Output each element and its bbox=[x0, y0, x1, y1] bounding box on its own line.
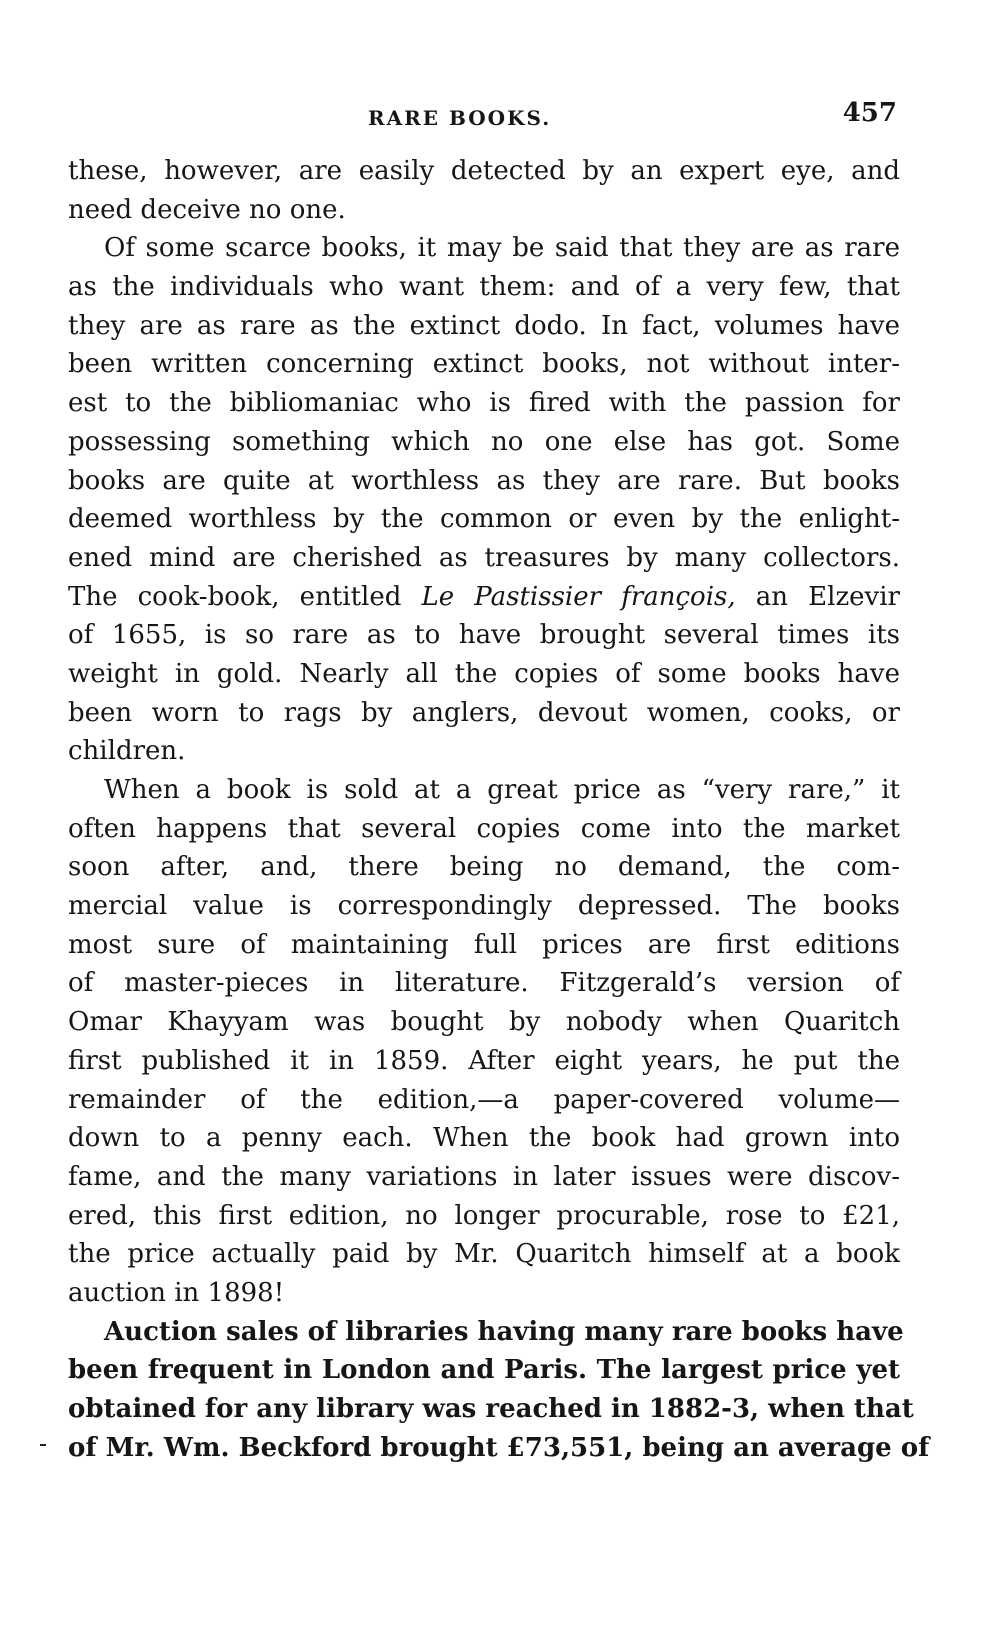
text-line: been frequent in London and Paris. The largest price yet bbox=[68, 1355, 900, 1386]
paragraph-first-line: Auction sales of libraries having many rare books have bbox=[104, 1316, 904, 1347]
text-line: down to a penny each. When the book had grown into bbox=[68, 1123, 900, 1154]
text-line: weight in gold. Nearly all the copies of some books have bbox=[68, 658, 900, 689]
text-line: of Mr. Wm. Beckford brought £73,551, being an average of bbox=[68, 1432, 930, 1463]
text-line: most sure of maintaining full prices are first editions bbox=[68, 929, 900, 960]
text-line: been written concerning extinct books, not without inter- bbox=[68, 349, 900, 380]
running-head: RARE BOOKS. bbox=[368, 106, 552, 130]
text-line: mercial value is correspondingly depressed. The books bbox=[68, 891, 900, 922]
text-line: possessing something which no one else has got. Some bbox=[68, 426, 900, 457]
paragraph-first-line: Of some scarce books, it may be said that they are as rare bbox=[104, 233, 900, 264]
body-text bbox=[68, 152, 930, 1467]
page-header bbox=[68, 92, 900, 128]
text-line: books are quite at worthless as they are rare. But books bbox=[68, 465, 900, 496]
text-line: been worn to rags by anglers, devout women, cooks, or bbox=[68, 697, 900, 728]
text-line: first published it in 1859. After eight years, he put the bbox=[68, 1045, 900, 1076]
line-text-before-title: The cook-book, entitled bbox=[68, 581, 422, 612]
text-line-with-title bbox=[68, 578, 900, 617]
text-line: Omar Khayyam was bought by nobody when Quaritch bbox=[68, 1007, 900, 1038]
text-line: ened mind are cherished as treasures by many collectors. bbox=[68, 542, 900, 573]
text-line: children. bbox=[68, 736, 186, 767]
text-line: deemed worthless by the common or even by the enlight- bbox=[68, 504, 900, 535]
book-title: Le Pastissier françois, bbox=[421, 581, 736, 612]
text-line: of 1655, is so rare as to have brought several times its bbox=[68, 620, 900, 651]
text-line: ered, this first edition, no longer procurable, rose to £21, bbox=[68, 1200, 900, 1231]
line-text-after-title: an Elzevir bbox=[735, 581, 900, 612]
paragraph-first-line: When a book is sold at a great price as “very rare,” it bbox=[104, 775, 900, 805]
text-line: obtained for any library was reached in 1882-3, when that bbox=[68, 1394, 914, 1424]
text-line: soon after, and, there being no demand, the com- bbox=[68, 852, 900, 883]
text-line: remainder of the edition,—a paper-covered volume— bbox=[68, 1084, 900, 1115]
text-line: auction in 1898! bbox=[68, 1277, 285, 1308]
page-number: 457 bbox=[842, 98, 897, 128]
text-line: these, however, are easily detected by an expert eye, and bbox=[68, 156, 900, 186]
text-line: fame, and the many variations in later issues were discov- bbox=[68, 1161, 900, 1192]
text-line: they are as rare as the extinct dodo. In fact, volumes have bbox=[68, 310, 900, 341]
text-line: the price actually paid by Mr. Quaritch himself at a book bbox=[68, 1239, 900, 1270]
margin-mark bbox=[40, 1444, 46, 1446]
text-line: of master-pieces in literature. Fitzgerald’s version of bbox=[68, 968, 900, 999]
text-line: need deceive no one. bbox=[68, 194, 346, 225]
text-line: as the individuals who want them: and of a very few, that bbox=[68, 272, 900, 303]
text-line: est to the bibliomaniac who is fired with the passion for bbox=[68, 388, 900, 419]
text-line: often happens that several copies come into the market bbox=[68, 813, 900, 844]
